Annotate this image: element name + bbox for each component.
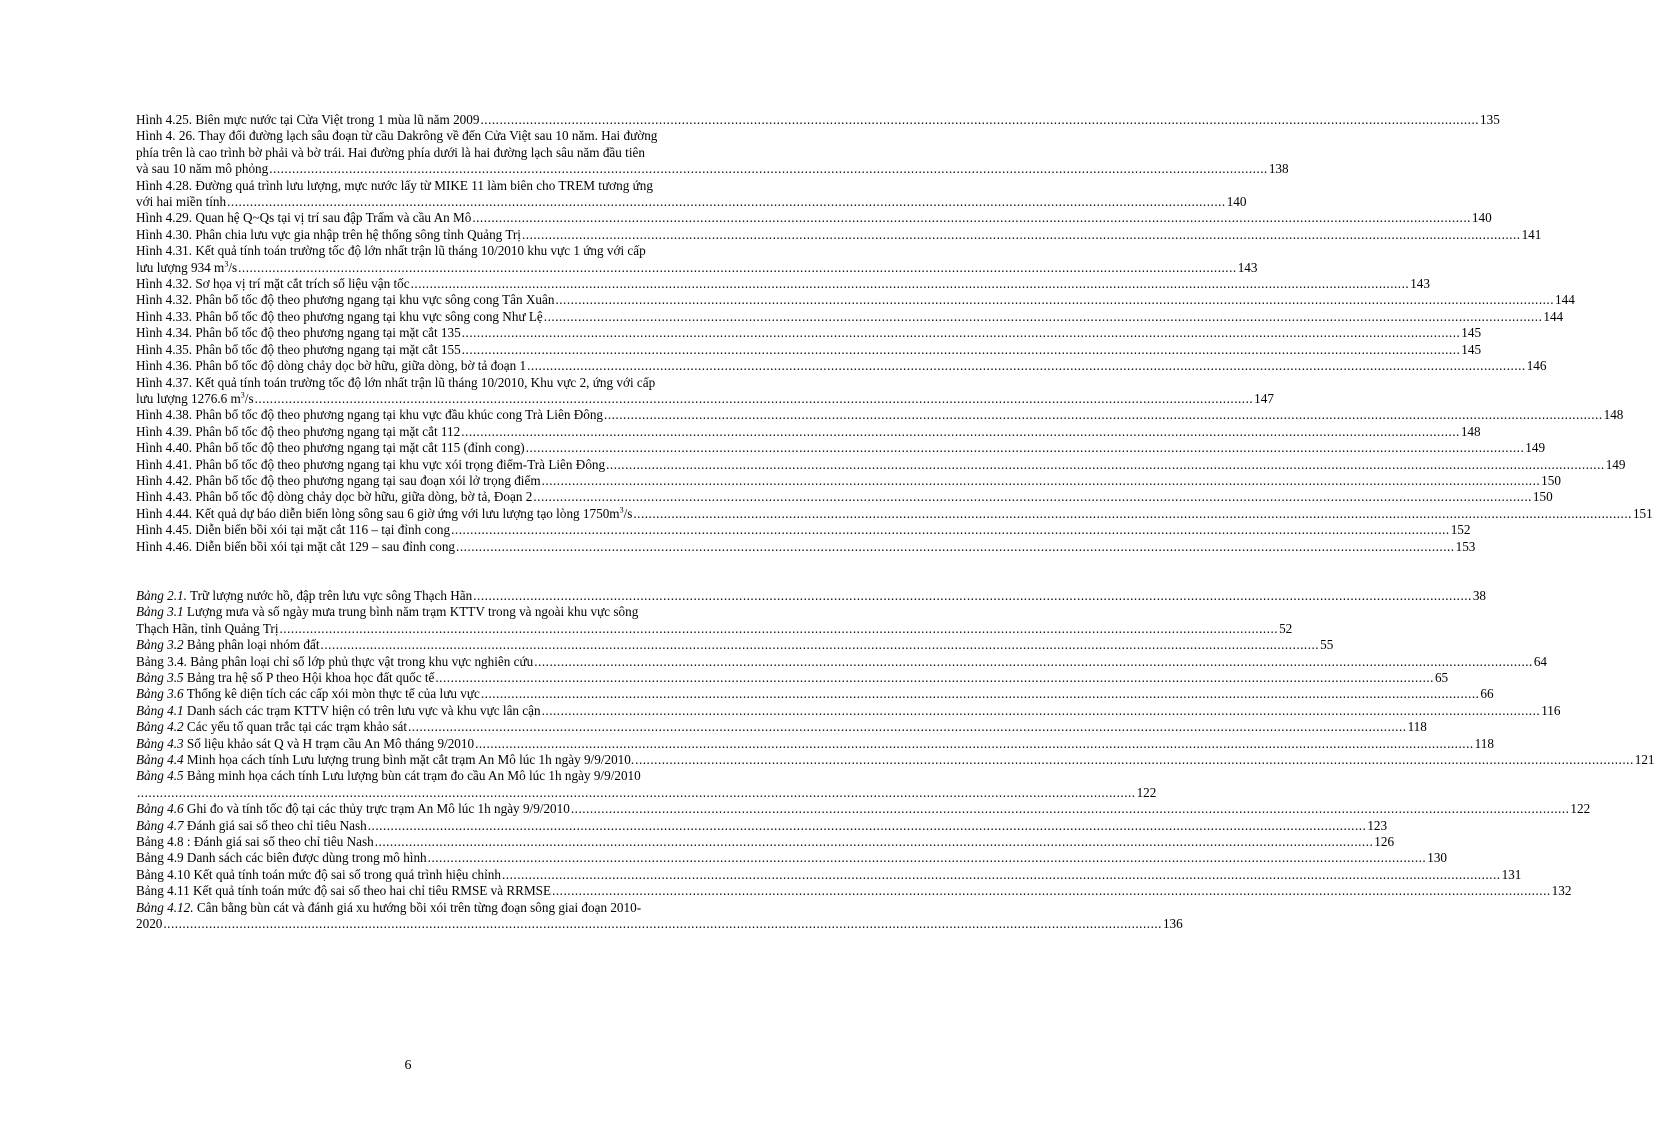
entry-leader-row <box>136 686 1494 702</box>
entry-page-number: 151 <box>1632 505 1653 521</box>
entry-line <box>136 900 737 916</box>
entry-leader-row <box>136 112 1500 128</box>
entry-page-number: 118 <box>1407 719 1427 735</box>
entry-title <box>136 342 461 358</box>
entry-leader-row <box>136 194 1247 210</box>
entry-leader-row <box>136 653 1548 670</box>
entry-title-text: Bảng phân loại chỉ số lớp phủ thực vật trong khu vực nghiên cứu <box>190 653 534 669</box>
entry-text: Kết quả tính toán trường tốc độ lớn nhất trận lũ tháng 10/2010 khu vực 1 ứng với cấp <box>195 243 646 259</box>
dot-leader <box>552 883 1551 899</box>
dot-leader <box>522 227 1521 243</box>
entry-leader-row <box>136 407 1624 423</box>
dot-leader <box>321 637 1320 653</box>
entry-title <box>136 883 551 899</box>
entry-label: Bảng 3.6 <box>136 686 184 702</box>
entry-page-number: 55 <box>1320 637 1334 653</box>
entry-leader-row <box>136 637 1334 653</box>
entry-title-text: Phân bố tốc độ theo phương ngang tại khu vực sông cong Tân Xuân <box>195 292 555 308</box>
entry-title-text: Bảng phân loại nhóm đất <box>186 637 320 653</box>
dot-leader <box>534 654 1533 670</box>
entry-page-number: 136 <box>1162 916 1183 932</box>
page-number: 6 <box>404 1058 412 1073</box>
entry-line <box>136 375 737 391</box>
entry-title-text: Phân bố tốc độ dòng chảy dọc bờ hữu, giữa dòng, bờ tả, Đoạn 2 <box>195 489 533 505</box>
entry-title-text: Diễn biến bồi xói tại mặt cắt 116 – tại đỉnh cong <box>195 522 451 538</box>
entry-title <box>136 457 605 473</box>
entry-title <box>136 227 521 243</box>
entry-page-number: 147 <box>1254 390 1274 406</box>
entry-label: Hình 4.35. <box>136 341 193 357</box>
entry-leader-row <box>136 358 1547 374</box>
entry-leader-row <box>136 866 1522 883</box>
table-entry[interactable] <box>136 899 1183 933</box>
entry-leader-row <box>136 735 1494 752</box>
dot-leader <box>633 506 1632 522</box>
entry-label: Hình 4.41. <box>136 456 193 472</box>
entry-leader-row <box>136 505 1653 522</box>
figure-entry[interactable] <box>136 112 1500 128</box>
entry-page-number: 143 <box>1410 276 1430 292</box>
entry-page-number: 131 <box>1501 866 1522 882</box>
figure-entry[interactable] <box>136 128 1289 177</box>
entry-page-number: 126 <box>1374 834 1395 850</box>
entry-leader-row <box>136 702 1561 719</box>
figure-entry[interactable] <box>136 226 1542 243</box>
dot-leader <box>472 210 1471 226</box>
table-entry[interactable] <box>136 637 1334 653</box>
dot-leader <box>238 260 1237 276</box>
entry-title-text: Kết quả tính toán mức độ sai số theo hai chỉ tiêu RMSE và RRMSE <box>193 883 552 899</box>
table-entry[interactable] <box>136 817 1388 834</box>
entry-leader-row <box>136 341 1482 358</box>
entry-label: Bảng 3.1 <box>136 604 184 620</box>
entry-label: Hình 4.32. <box>136 276 193 292</box>
entry-title <box>136 358 526 374</box>
entry-leader-row <box>136 292 1575 308</box>
entry-line <box>136 604 737 620</box>
entry-title <box>136 161 268 177</box>
entry-page-number: 123 <box>1367 817 1388 833</box>
dot-leader <box>502 867 1501 883</box>
entry-line <box>136 145 737 161</box>
table-list <box>136 587 1655 933</box>
entry-leader-row <box>136 472 1561 489</box>
entry-page-number: 144 <box>1555 292 1575 308</box>
entry-title-text: lưu lượng 1276.6 $m^3/s$ <box>136 390 254 406</box>
entry-title <box>136 194 226 210</box>
entry-label: Bảng 4.6 <box>136 801 184 817</box>
entry-leader-row <box>136 161 1289 177</box>
entry-page-number: 148 <box>1603 407 1624 423</box>
entry-leader-row <box>136 916 1183 932</box>
table-entry[interactable] <box>136 587 1487 604</box>
dot-leader <box>480 112 1479 128</box>
table-entry[interactable] <box>136 670 1449 686</box>
entry-title <box>136 834 374 850</box>
entry-page-number: 52 <box>1279 620 1293 636</box>
entry-title <box>136 736 474 752</box>
dot-leader <box>456 539 1455 555</box>
entry-page-number: 149 <box>1605 456 1626 472</box>
figure-entry[interactable] <box>136 292 1575 308</box>
entry-title <box>136 325 461 341</box>
entry-page-number: 38 <box>1472 587 1487 603</box>
dot-leader <box>462 342 1461 358</box>
entry-title-text: Kết quả tính toán mức độ sai số trong quá trình hiệu chỉnh <box>193 866 501 882</box>
figure-entry[interactable] <box>136 358 1547 374</box>
entry-title <box>136 260 237 276</box>
entry-title <box>136 719 407 735</box>
entry-label: Hình 4.29. <box>136 210 193 226</box>
entry-label: Hình 4.40. <box>136 440 193 456</box>
entry-leader-row <box>136 784 1157 801</box>
dot-leader <box>473 588 1472 604</box>
figure-entry[interactable] <box>136 472 1561 489</box>
entry-leader-row <box>136 440 1546 456</box>
entry-page-number: 65 <box>1434 670 1449 685</box>
entry-page-number: 121 <box>1634 752 1655 768</box>
entry-page-number: 140 <box>1471 210 1492 226</box>
table-entry[interactable] <box>136 719 1427 735</box>
dot-leader <box>227 194 1226 210</box>
entry-label: Bảng 3.5 <box>136 670 184 685</box>
dot-leader <box>635 752 1634 768</box>
entry-label: Bảng 4.12. <box>136 899 194 915</box>
entry-title <box>136 539 455 555</box>
entry-title <box>136 210 471 226</box>
entry-page-number: 64 <box>1533 653 1548 669</box>
entry-label: Hình 4.36. <box>136 358 193 374</box>
entry-title-text: Đánh giá sai số theo chỉ tiêu Nash <box>193 834 374 850</box>
dot-leader <box>606 457 1605 473</box>
entry-leader-row <box>136 719 1427 735</box>
entry-text: Cân bằng bùn cát và đánh giá xu hướng bồi xói trên từng đoạn sông giai đoạn 2010- <box>196 899 642 915</box>
entry-title-text: Biên mực nước tại Cửa Việt trong 1 mùa lũ năm 2009 <box>195 112 480 127</box>
entry-text: Thay đổi đường lạch sâu đoạn từ cầu Dakrông về đến Cửa Việt sau 10 năm. Hai đường <box>198 128 658 144</box>
figure-entry[interactable] <box>136 522 1471 538</box>
entry-page-number: 146 <box>1526 358 1547 374</box>
entry-label: Hình 4.30. <box>136 226 193 242</box>
figure-entry[interactable] <box>136 456 1626 473</box>
dot-leader <box>544 309 1543 325</box>
dot-leader <box>435 670 1434 686</box>
entry-leader-row <box>136 883 1572 899</box>
entry-text: Bảng minh họa cách tính Lưu lượng bùn cát trạm đo cầu An Mô lúc 1h ngày 9/9/2010 <box>186 768 641 784</box>
entry-label: Hình 4.42. <box>136 472 193 488</box>
entry-label: Hình 4.45. <box>136 522 193 538</box>
figure-entry[interactable] <box>136 243 1258 276</box>
entry-page-number: 141 <box>1521 226 1542 242</box>
entry-page-number: 118 <box>1474 735 1494 751</box>
entry-label: Hình 4.32. <box>136 292 193 308</box>
entry-title-text: Phân bố tốc độ dòng chảy dọc bờ hữu, giữa dòng, bờ tả đoạn 1 <box>195 358 527 374</box>
figure-entry[interactable] <box>136 177 1247 211</box>
entry-leader-row <box>136 587 1487 604</box>
entry-label: Hình 4.37. <box>136 374 193 390</box>
entry-leader-row <box>136 325 1482 341</box>
table-entry[interactable] <box>136 801 1591 817</box>
entry-page-number: 116 <box>1541 702 1561 718</box>
entry-label: Bảng 4.2 <box>136 719 184 735</box>
entry-title-text: Phân chia lưu vực gia nhập trên hệ thống sông tỉnh Quảng Trị <box>195 226 521 242</box>
entry-title-text: Đánh giá sai số theo chỉ tiêu Nash <box>186 817 367 833</box>
entry-title <box>136 506 632 522</box>
entry-page-number: 140 <box>1226 194 1247 210</box>
entry-page-number: 150 <box>1541 472 1561 488</box>
entry-title <box>136 391 254 407</box>
entry-title-text: Các yếu tố quan trắc tại các trạm khảo sát <box>186 719 407 735</box>
entry-title <box>136 292 554 308</box>
dot-leader <box>555 292 1554 308</box>
figure-entry[interactable] <box>136 489 1553 505</box>
entry-leader-row <box>136 456 1626 473</box>
entry-title <box>136 752 634 768</box>
entry-page-number: 66 <box>1480 686 1494 702</box>
entry-title <box>136 670 434 686</box>
entry-label: Bảng 4.8 : <box>136 834 191 850</box>
entry-leader-row <box>136 210 1492 226</box>
entry-title-text: Sơ họa vị trí mặt cắt trích số liệu vận tốc <box>195 276 410 292</box>
entry-line <box>136 178 737 194</box>
entry-line <box>136 768 737 784</box>
entry-page-number: 132 <box>1551 883 1572 899</box>
figure-entry[interactable] <box>136 407 1624 423</box>
entry-title <box>136 703 541 719</box>
entry-title <box>136 654 533 670</box>
entry-title-text: Danh sách các trạm KTTV hiện có trên lưu vực và khu vực lân cận <box>186 702 541 718</box>
entry-title-text: Phân bố tốc độ theo phương ngang tại mặt cắt 135 <box>195 325 461 341</box>
entry-title <box>136 276 410 292</box>
entry-label: Hình 4.34. <box>136 325 193 341</box>
entry-page-number: 135 <box>1480 112 1500 127</box>
entry-title <box>136 424 460 440</box>
entry-label: Bảng 3.2 <box>136 637 184 653</box>
entry-title <box>136 637 320 653</box>
entry-label: Hình 4.43. <box>136 489 193 505</box>
entry-label: Bảng 4.11 <box>136 883 190 899</box>
dot-leader <box>481 686 1480 702</box>
entry-leader-row <box>136 850 1447 866</box>
entry-title-text: Minh họa cách tính Lưu lượng trung bình mặt cắt trạm An Mô lúc 1h ngày 9/9/2010. <box>186 752 635 768</box>
entry-title <box>136 588 472 604</box>
section-gap <box>136 555 737 588</box>
entry-page-number: 153 <box>1455 538 1476 554</box>
entry-leader-row <box>136 834 1395 850</box>
entry-leader-row <box>136 276 1430 292</box>
entry-label: Bảng 4.3 <box>136 735 184 751</box>
dot-leader <box>411 276 1410 292</box>
entry-label: Bảng 4.10 <box>136 866 191 882</box>
entry-line <box>136 243 737 259</box>
entry-label: Hình 4.44. <box>136 505 193 521</box>
dot-leader <box>255 391 1254 407</box>
entry-title-text: Thạch Hãn, tỉnh Quảng Trị <box>136 620 279 636</box>
dot-leader <box>462 325 1461 341</box>
dot-leader <box>526 440 1525 456</box>
entry-label: Bảng 4.7 <box>136 817 184 833</box>
figure-entry[interactable] <box>136 505 1653 522</box>
entry-leader-row <box>136 259 1258 276</box>
table-entry[interactable] <box>136 702 1561 719</box>
dot-leader <box>571 801 1570 817</box>
figure-entry[interactable] <box>136 341 1482 358</box>
entry-leader-row <box>136 522 1471 538</box>
entry-title-text: Số liệu khảo sát Q và H trạm cầu An Mô tháng 9/2010 <box>186 735 475 751</box>
entry-label: Hình 4.28. <box>136 177 193 193</box>
table-entry[interactable] <box>136 866 1522 883</box>
dot-leader <box>280 621 1279 637</box>
figure-entry[interactable] <box>136 308 1564 325</box>
entry-title <box>136 522 450 538</box>
entry-line <box>136 128 737 144</box>
table-entry[interactable] <box>136 604 1293 637</box>
entry-title <box>136 112 479 128</box>
entry-label: Hình 4.33. <box>136 308 193 324</box>
entry-leader-row <box>136 801 1591 817</box>
entry-leader-row <box>136 817 1388 834</box>
entry-title-text: Phân bố tốc độ theo phương ngang tại khu vực sông cong Như Lệ <box>195 308 543 324</box>
entry-label: Bảng 4.5 <box>136 768 184 784</box>
figure-list <box>136 112 1653 555</box>
entry-page-number: 122 <box>1570 801 1591 817</box>
entry-label: Hình 4.25. <box>136 112 193 127</box>
dot-leader <box>475 736 1474 752</box>
dot-leader <box>461 424 1460 440</box>
entry-text: phía trên là cao trình bờ phải và bờ trái. Hai đường phía dưới là hai đường lạch sâu năm đầu tiên <box>136 144 645 160</box>
entry-title <box>136 440 525 456</box>
entry-label: Hình 4.31. <box>136 243 193 259</box>
dot-leader <box>137 785 1136 801</box>
entry-page-number: 149 <box>1525 440 1546 456</box>
entry-leader-row <box>136 752 1655 768</box>
dot-leader <box>428 850 1427 866</box>
entry-title-text: Trữ lượng nước hồ, đập trên lưu vực sông Thạch Hãn <box>189 587 473 603</box>
dot-leader <box>375 834 1374 850</box>
figure-entry[interactable] <box>136 374 1274 408</box>
table-entry[interactable] <box>136 883 1572 899</box>
entry-title <box>136 621 279 637</box>
entry-label: Bảng 4.4 <box>136 752 184 768</box>
table-entry[interactable] <box>136 653 1548 670</box>
entry-leader-row <box>136 226 1542 243</box>
entry-title-text: Bảng tra hệ số P theo Hội khoa học đất quốc tế <box>186 670 435 685</box>
dot-leader <box>368 818 1367 834</box>
dot-leader <box>451 522 1450 538</box>
entry-title <box>136 867 501 883</box>
entry-title <box>136 473 541 489</box>
entry-title-text: Kết quả dự báo diễn biến lòng sông sau 6 giờ ứng với lưu lượng tạo lòng $1750m^3/s$ <box>195 505 633 521</box>
entry-title <box>136 801 570 817</box>
entry-page-number: 130 <box>1427 850 1447 866</box>
entry-label: Bảng 4.1 <box>136 702 184 718</box>
entry-page-number: 150 <box>1532 489 1553 505</box>
entry-title-text: Phân bố tốc độ theo phương ngang tại mặt cắt 115 (đỉnh cong) <box>195 440 525 456</box>
figure-entry[interactable] <box>136 440 1546 456</box>
entry-title <box>136 916 162 932</box>
entry-label: Hình 4.38. <box>136 407 193 423</box>
entry-title <box>136 489 532 505</box>
entry-leader-row <box>136 538 1476 555</box>
dot-leader <box>269 161 1268 177</box>
entry-page-number: 148 <box>1460 423 1481 439</box>
entry-page-number: 152 <box>1450 522 1471 538</box>
entry-title-text: Phân bố tốc độ theo phương ngang tại khu vực đầu khúc cong Trà Liên Đông <box>195 407 604 423</box>
entry-title-text: Phân bố tốc độ theo phương ngang tại sau đoạn xói lở trọng điểm <box>195 472 541 488</box>
figure-entry[interactable] <box>136 423 1481 440</box>
figure-entry[interactable] <box>136 210 1492 226</box>
figure-entry[interactable] <box>136 325 1482 341</box>
entry-title-text: lưu lượng 934 $m^3/s$ <box>136 259 238 275</box>
entry-title-text: Phân bố tốc độ theo phương ngang tại khu vực xói trọng điểm-Trà Liên Đông <box>195 456 606 472</box>
table-entry[interactable] <box>136 850 1447 866</box>
entry-text: Đường quá trình lưu lượng, mực nước lấy từ MIKE 11 làm biên cho TREM tương ứng <box>195 177 653 193</box>
entry-title-text: Quan hệ Q~Qs tại vị trí sau đập Trấm và cầu An Mô <box>195 210 472 226</box>
entry-text: Kết quả tính toán trường tốc độ lớn nhất trận lũ tháng 10/2010, Khu vực 2, ứng với cấp <box>195 374 656 390</box>
entry-title-text: với hai miền tính <box>136 194 227 210</box>
entry-title <box>136 686 480 702</box>
table-entry[interactable] <box>136 686 1494 702</box>
dot-leader <box>163 916 1162 932</box>
entry-label: Hình 4. 26. <box>136 128 196 144</box>
table-entry[interactable] <box>136 752 1655 768</box>
entry-page-number: 143 <box>1237 259 1258 275</box>
figure-entry[interactable] <box>136 538 1476 555</box>
entry-label: Bảng 3.4. <box>136 653 187 669</box>
entry-title-text: và sau 10 năm mô phỏng <box>136 161 269 177</box>
dot-leader <box>527 358 1526 374</box>
table-entry[interactable] <box>136 834 1395 850</box>
entry-leader-row <box>136 390 1274 407</box>
dot-leader <box>542 473 1541 489</box>
entry-label: Hình 4.39. <box>136 423 193 439</box>
entry-page-number: 138 <box>1268 161 1289 177</box>
entry-title <box>136 407 603 423</box>
table-entry[interactable] <box>136 768 1157 801</box>
entry-page-number: 145 <box>1461 325 1482 341</box>
entry-title <box>136 309 543 325</box>
dot-leader <box>533 489 1532 505</box>
figure-entry[interactable] <box>136 276 1430 292</box>
entry-page-number: 145 <box>1461 341 1482 357</box>
entry-title-text: Ghi đo và tính tốc độ tại các thủy trực trạm An Mô lúc 1h ngày 9/9/2010 <box>186 801 570 817</box>
entry-label: Bảng 4.9 <box>136 850 184 866</box>
entry-leader-row <box>136 308 1564 325</box>
toc-page <box>136 112 1655 933</box>
entry-title-text: Phân bố tốc độ theo phương ngang tại mặt cắt 112 <box>195 423 461 439</box>
entry-leader-row <box>136 670 1449 686</box>
entry-title-text: Phân bố tốc độ theo phương ngang tại mặt cắt 155 <box>195 341 461 357</box>
table-entry[interactable] <box>136 735 1494 752</box>
entry-label: Hình 4.46. <box>136 538 193 554</box>
dot-leader <box>408 719 1407 735</box>
entry-title-text: Diễn biến bồi xói tại mặt cắt 129 – sau đỉnh cong <box>195 538 456 554</box>
entry-leader-row <box>136 489 1553 505</box>
entry-title-text: Thống kê diện tích các cấp xói mòn thực tế của lưu vực <box>186 686 480 702</box>
entry-leader-row <box>136 423 1481 440</box>
entry-title <box>136 818 367 834</box>
entry-title <box>136 850 427 866</box>
entry-page-number: 122 <box>1136 784 1157 800</box>
entry-page-number: 144 <box>1543 308 1564 324</box>
dot-leader <box>542 703 1541 719</box>
dot-leader <box>604 407 1603 423</box>
entry-text: Lượng mưa và số ngày mưa trung bình năm trạm KTTV trong và ngoài khu vực sông <box>186 604 639 620</box>
entry-label: Bảng 2.1. <box>136 587 187 603</box>
entry-title-text: 2020 <box>136 916 163 932</box>
entry-title-text: Danh sách các biên được dùng trong mô hình <box>186 850 427 866</box>
entry-leader-row <box>136 620 1293 637</box>
